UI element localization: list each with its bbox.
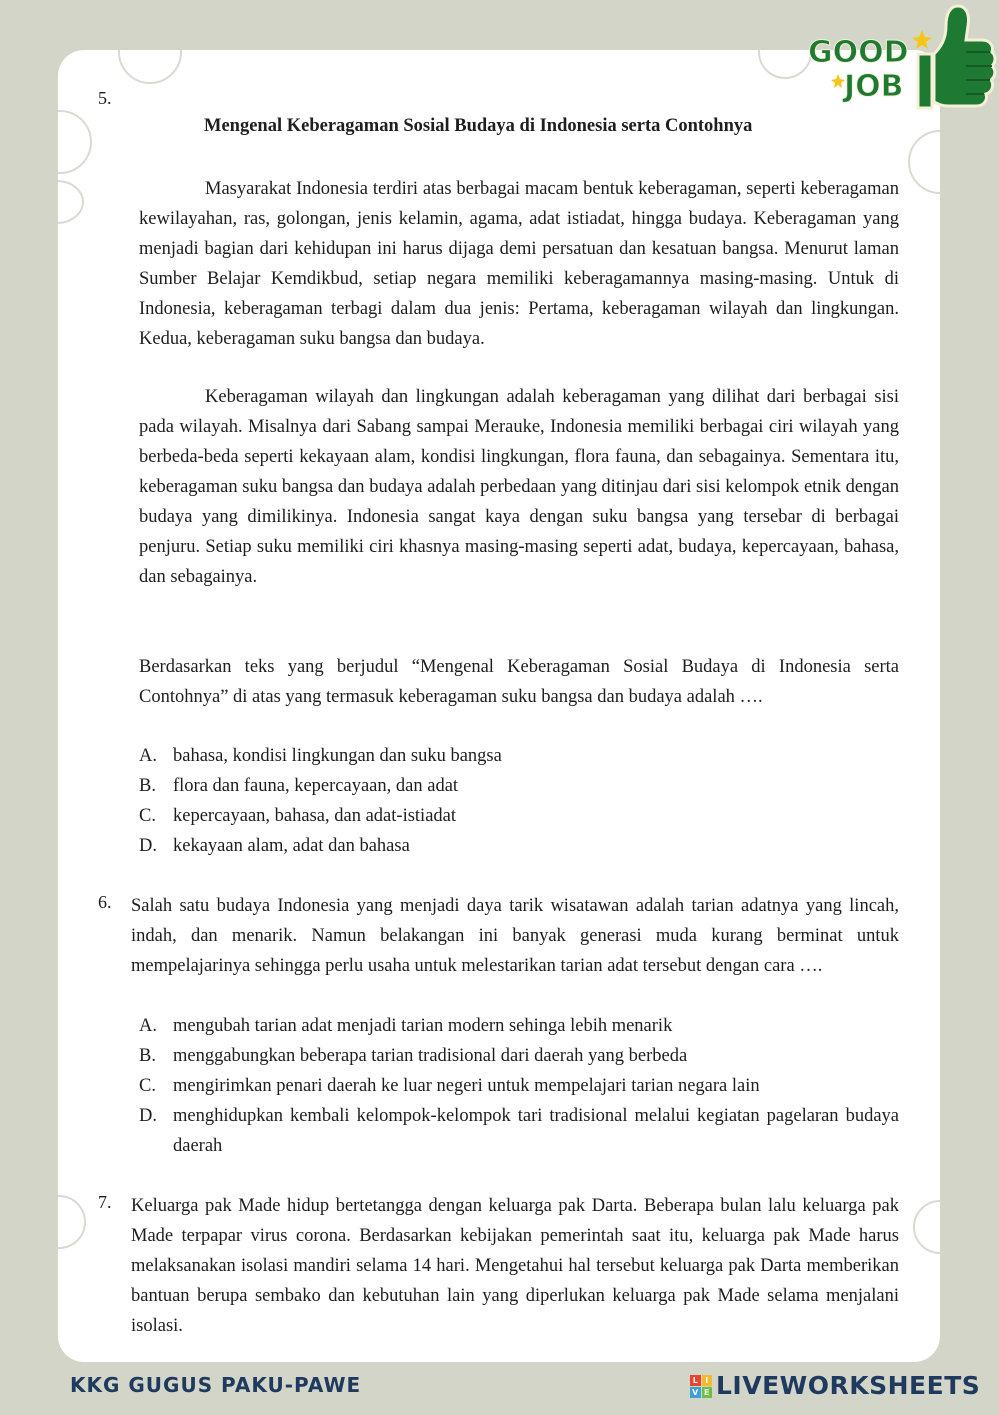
option-text: bahasa, kondisi lingkungan dan suku bangsa [173,746,502,766]
worksheet-page [58,50,940,1362]
option-text: menghidupkan kembali kelompok-kelompok tari tradisional melalui kegiatan pagelaran budaya daerah [173,1106,899,1156]
reading-title: Mengenal Keberagaman Sosial Budaya di Indonesia serta Contohnya [204,116,753,136]
option-letter: B. [139,1046,156,1066]
question-6-text: Salah satu budaya Indonesia yang menjadi daya tarik wisatawan adalah tarian adatnya yang lincah, indah, dan menarik. Namun belakangan ini banyak generasi muda kurang berminat untuk mempelajarinya sehingga perlu usaha untuk melestarikan tarian adat tersebut dengan cara …. [131,896,899,976]
option-letter: D. [139,1106,157,1126]
logo-letter: I [702,1375,713,1386]
good-job-badge [800,0,999,118]
option-text: kekayaan alam, adat dan bahasa [173,836,410,856]
q6-option-d[interactable] [139,1101,899,1161]
option-text: flora dan fauna, kepercayaan, dan adat [173,776,459,796]
option-text: mengirimkan penari daerah ke luar negeri untuk mempelajari tarian negara lain [173,1076,760,1096]
option-letter: A. [139,746,157,766]
option-letter: C. [139,806,156,826]
option-text: mengubah tarian adat menjadi tarian modern sehinga lebih menarik [173,1016,673,1036]
liveworksheets-logo-icon [690,1375,712,1397]
option-letter: D. [139,836,157,856]
liveworksheets-text: LIVEWORKSHEETS [716,1371,981,1400]
question-5-text: Berdasarkan teks yang berjudul “Mengenal Keberagaman Sosial Budaya di Indonesia serta Contohnya” di atas yang termasuk keberagaman suku bangsa dan budaya adalah …. [139,657,899,707]
question-7-text: Keluarga pak Made hidup bertetangga dengan keluarga pak Darta. Beberapa bulan lalu keluarga pak Made terpapar virus corona. Berdasarkan kebijakan pemerintah saat itu, keluarga pak Made harus melaksanakan isolasi mandiri selama 14 hari. Mengetahui hal tersebut keluarga pak Darta memberikan bantuan berupa sembako dan kebutuhan lain yang diperlukan keluarga pak Made selama menjalani isolasi. [131,1196,899,1336]
badge-line2: JOB [844,69,904,104]
footer-school-name: KKG GUGUS PAKU-PAWE [70,1373,362,1397]
reading-paragraph-2: Keberagaman wilayah dan lingkungan adalah keberagaman yang dilihat dari berbagai sisi pada wilayah. Misalnya dari Sabang sampai Merauke, Indonesia memiliki berbagai ciri wilayah yang berbeda-beda seperti kekayaan alam, kondisi lingkungan, flora fauna, dan sebagainya. Sementara itu, keberagaman suku bangsa dan budaya adalah perbedaan yang ditinjau dari sisi kelompok etnik dengan budaya yang dimilikinya. Indonesia sangat kaya dengan suku bangsa yang tersebar di berbagai penjuru. Setiap suku memiliki ciri khasnya masing-masing seperti adat, budaya, kepercayaan, bahasa, dan sebagainya. [139,387,899,587]
option-text: kepercayaan, bahasa, dan adat-istiadat [173,806,457,826]
reading-paragraph-1: Masyarakat Indonesia terdiri atas berbagai macam bentuk keberagaman, seperti keberagaman kewilayahan, ras, golongan, jenis kelamin, agama, adat istiadat, hingga budaya. Keberagaman yang menjadi bagian dari kehidupan ini harus dijaga demi persatuan dan kesatuan bangsa. Menurut laman Sumber Belajar Kemdikbud, setiap negara memiliki keberagamannya masing-masing. Untuk di Indonesia, keberagaman terbagi dalam dua jenis: Pertama, keberagaman wilayah dan lingkungan. Kedua, keberagaman suku bangsa dan budaya. [139,179,899,349]
question-number-5: 5. [98,88,112,108]
thumbs-up-icon [918,6,995,108]
option-letter: B. [139,776,156,796]
logo-letter: E [702,1387,713,1398]
liveworksheets-brand[interactable] [690,1371,980,1400]
question-number-6: 6. [98,892,112,912]
option-letter: C. [139,1076,156,1096]
question-number-7: 7. [98,1192,112,1212]
option-letter: A. [139,1016,157,1036]
option-text: menggabungkan beberapa tarian tradisional dari daerah yang berbeda [173,1046,688,1066]
badge-line1: GOOD [808,35,909,70]
logo-letter: V [690,1387,701,1398]
logo-letter: L [690,1375,701,1386]
